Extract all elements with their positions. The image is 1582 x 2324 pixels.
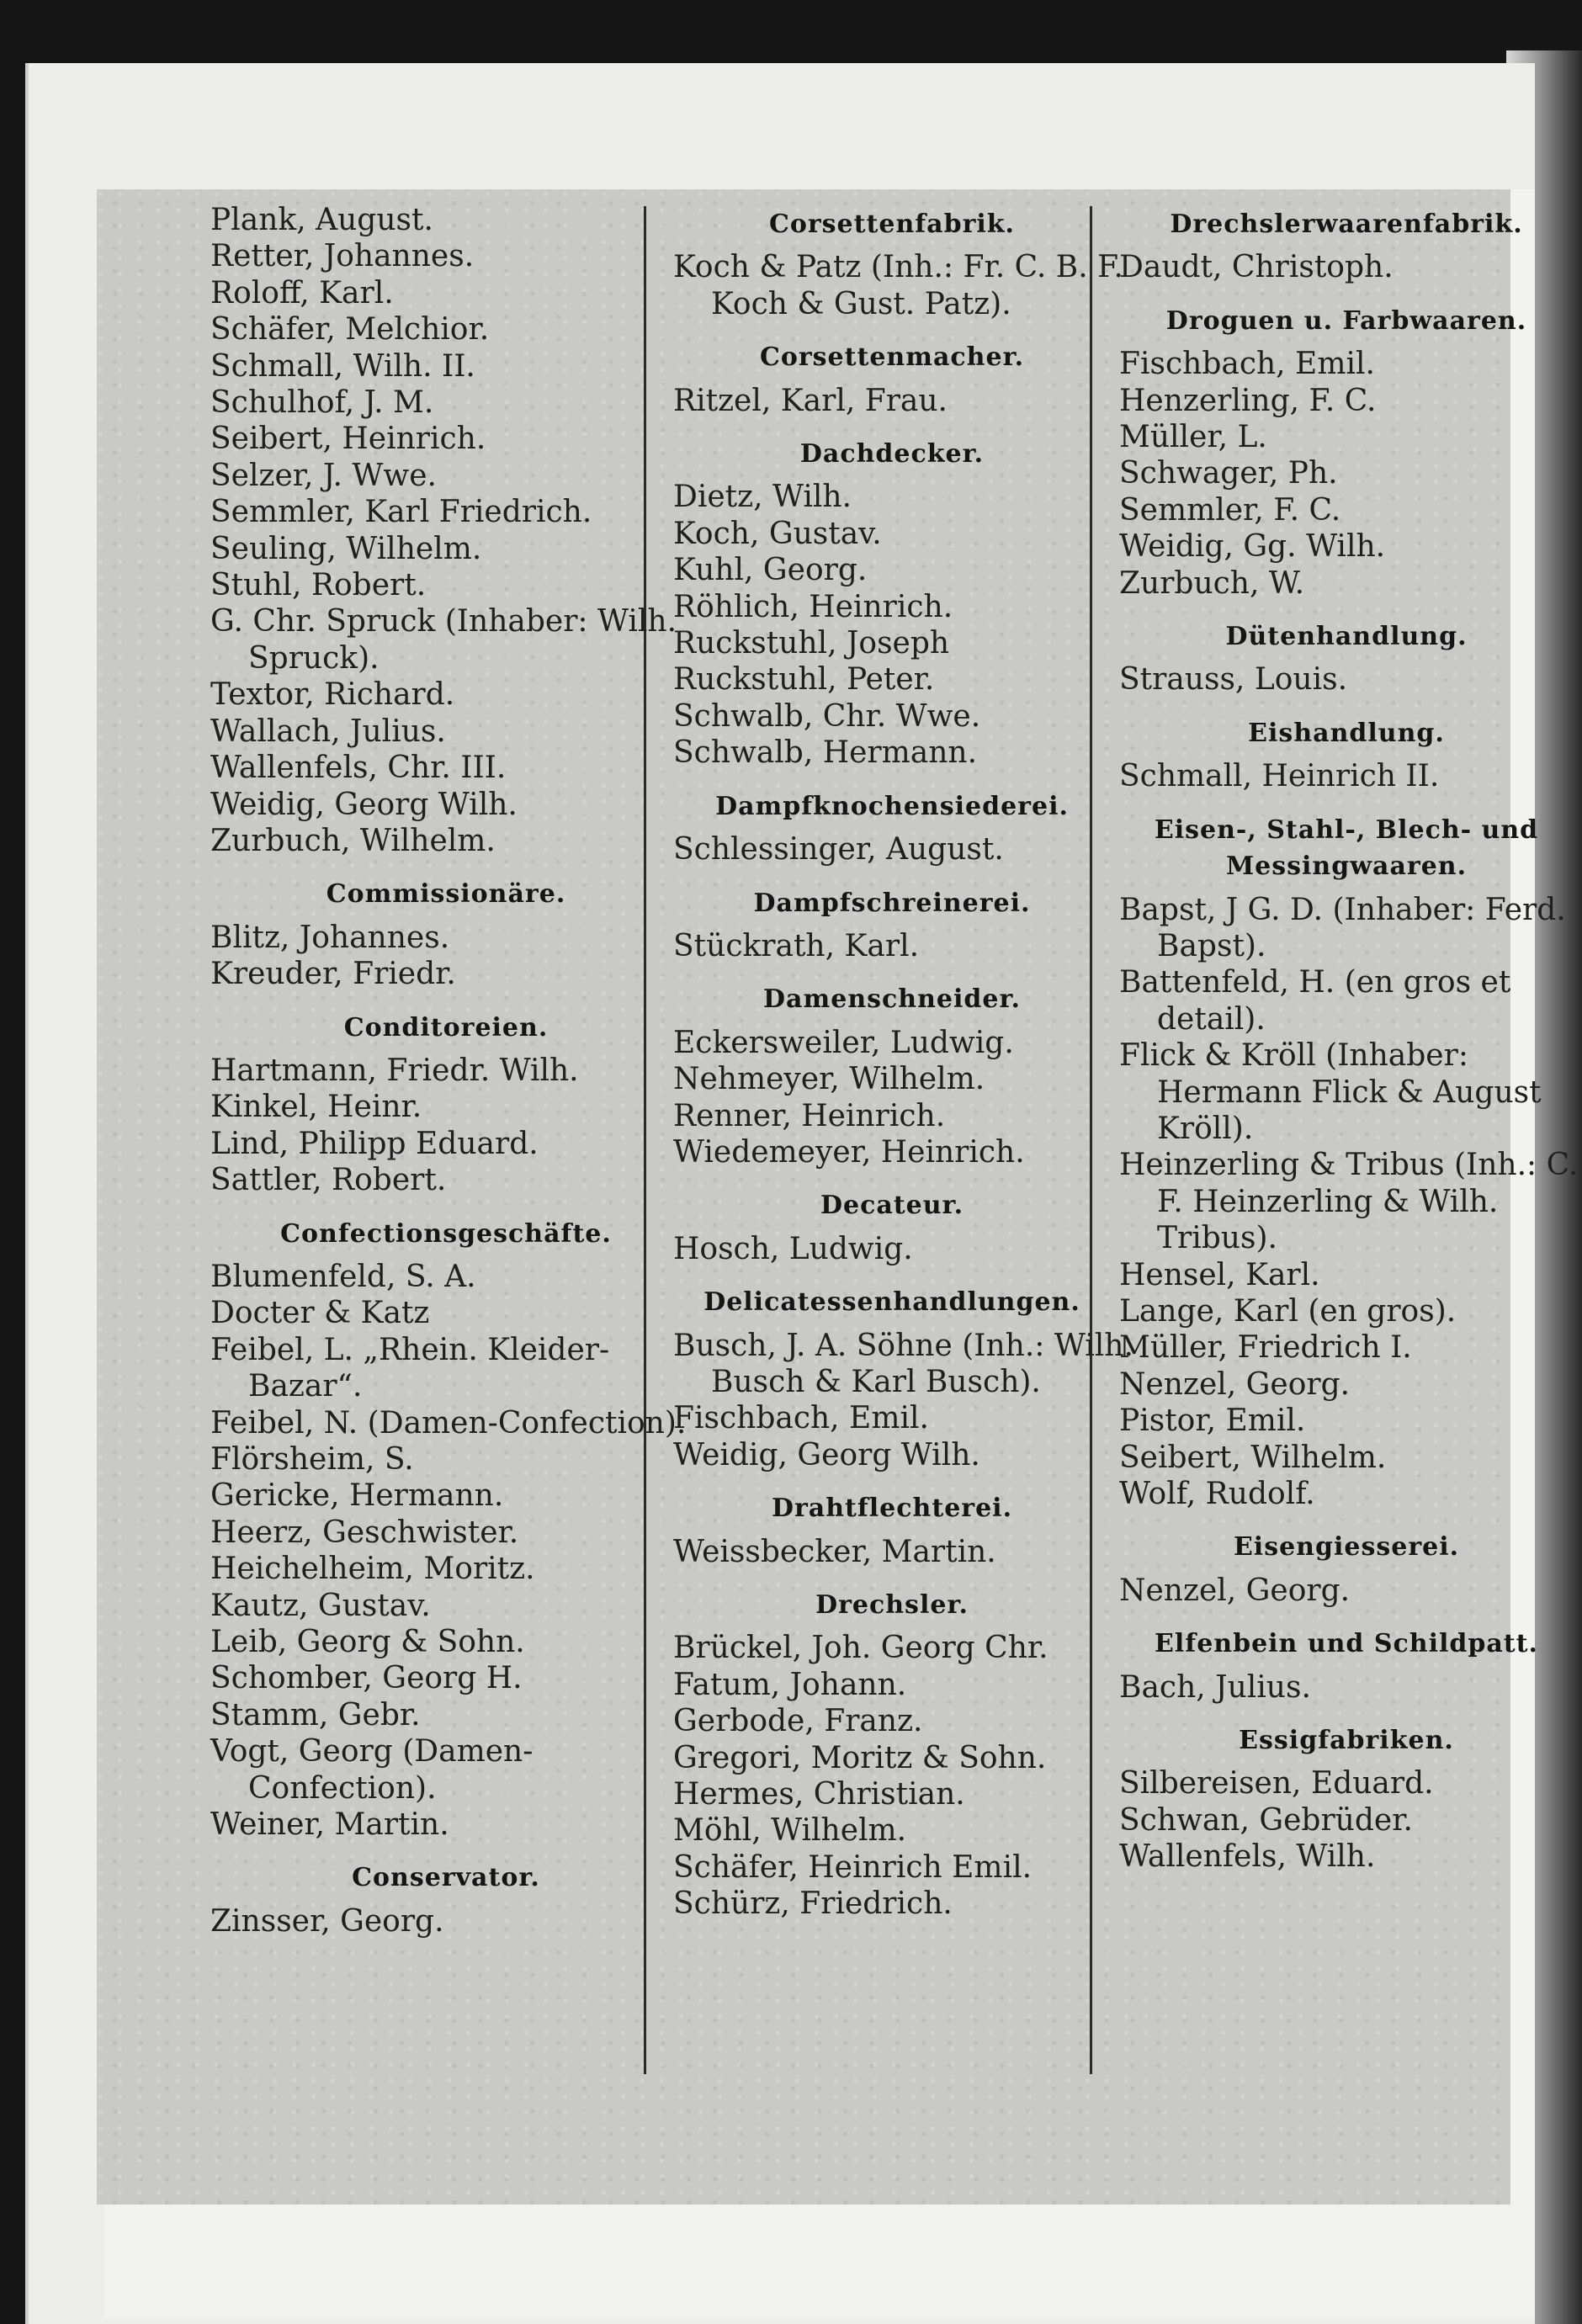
section-heading: Decateur. xyxy=(820,1191,964,1221)
directory-entry: Weissbecker, Martin. xyxy=(673,1534,996,1569)
directory-entry: Heichelheim, Moritz. xyxy=(210,1552,535,1587)
section-heading: Essigfabriken. xyxy=(1239,1726,1454,1756)
directory-column-1 xyxy=(194,202,698,1939)
section-heading: Corsettenmacher. xyxy=(759,342,1025,373)
directory-entry: Heinzerling & Tribus (Inh.: C. F. Heinzerling & Wilh. Tribus). xyxy=(1119,1148,1579,1256)
directory-entry: Plank, August. xyxy=(210,203,433,237)
directory-entry: Schwager, Ph. xyxy=(1119,456,1338,491)
directory-entry: Schmall, Wilh. II. xyxy=(210,348,475,384)
section-heading: Corsettenfabrik. xyxy=(768,210,1016,239)
directory-entry: Gericke, Hermann. xyxy=(210,1478,504,1514)
directory-entry: Wolf, Rudolf. xyxy=(1119,1477,1315,1511)
directory-entry: Vogt, Georg (Damen-Confection). xyxy=(210,1734,534,1806)
directory-entry: Müller, Friedrich I. xyxy=(1119,1330,1412,1366)
section-heading: Drahtflechterei. xyxy=(771,1494,1013,1524)
directory-entry: Schwalb, Hermann. xyxy=(673,735,978,771)
directory-entry: Lind, Philipp Eduard. xyxy=(210,1126,539,1161)
directory-page xyxy=(97,189,1579,2205)
directory-entry: Roloff, Karl. xyxy=(210,275,394,310)
section-heading: Eisen-, Stahl-, Blech- und Messingwaaren. xyxy=(1154,814,1539,882)
directory-entry: Fatum, Johann. xyxy=(673,1667,907,1702)
section-heading: Commissionäre. xyxy=(326,879,566,910)
directory-entry: Koch, Gustav. xyxy=(673,516,882,551)
directory-entry: Brückel, Joh. Georg Chr. xyxy=(673,1631,1048,1666)
directory-entry: Blitz, Johannes. xyxy=(210,920,450,955)
section-heading: Elfenbein und Schildpatt. xyxy=(1155,1629,1538,1659)
directory-entry: Lange, Karl (en gros). xyxy=(1119,1293,1457,1329)
directory-entry: Semmler, F. C. xyxy=(1119,492,1341,528)
directory-entry: Nehmeyer, Wilhelm. xyxy=(673,1062,985,1097)
directory-entry: Röhlich, Heinrich. xyxy=(673,589,953,624)
directory-entry: Hensel, Karl. xyxy=(1119,1257,1320,1292)
directory-entry: Seibert, Wilhelm. xyxy=(1119,1440,1387,1475)
directory-entry: Nenzel, Georg. xyxy=(1119,1573,1351,1608)
directory-entry: Stamm, Gebr. xyxy=(210,1697,421,1732)
directory-entry: Feibel, N. (Damen-Confection). xyxy=(210,1405,687,1441)
directory-entry: Wallenfels, Wilh. xyxy=(1119,1839,1376,1875)
directory-entry: Kinkel, Heinr. xyxy=(210,1090,422,1125)
directory-entry: Pistor, Emil. xyxy=(1119,1403,1306,1439)
directory-entry: Koch & Patz (Inh.: Fr. C. B. F. Koch & Gust. Patz). xyxy=(673,250,1123,321)
directory-entry: Fischbach, Emil. xyxy=(1119,347,1375,382)
directory-entry: Ruckstuhl, Joseph xyxy=(673,626,950,661)
section-heading: Delicatessenhandlungen. xyxy=(703,1287,1080,1318)
directory-entry: Stückrath, Karl. xyxy=(673,928,920,963)
directory-entry: Docter & Katz xyxy=(210,1296,430,1331)
section-heading: Eisengiesserei. xyxy=(1233,1532,1460,1563)
directory-entry: Fischbach, Emil. xyxy=(673,1401,929,1436)
directory-column-3 xyxy=(1094,202,1582,1876)
section-heading: Dütenhandlung. xyxy=(1225,622,1468,652)
directory-entry: Weiner, Martin. xyxy=(210,1807,449,1843)
directory-entry: Hermes, Christian. xyxy=(673,1777,965,1812)
directory-entry: Schwalb, Chr. Wwe. xyxy=(673,698,981,734)
directory-entry: Daudt, Christoph. xyxy=(1119,250,1394,285)
directory-entry: Sattler, Robert. xyxy=(210,1163,447,1198)
section-heading: Conservator. xyxy=(352,1863,540,1893)
section-heading: Drechsler. xyxy=(815,1590,969,1620)
directory-entry: Bapst, J G. D. (Inhaber: Ferd. Bapst). xyxy=(1119,892,1566,963)
directory-entry: Flick & Kröll (Inhaber: Hermann Flick & August Kröll). xyxy=(1119,1038,1542,1146)
directory-entry: Silbereisen, Eduard. xyxy=(1119,1766,1434,1801)
directory-entry: Hartmann, Friedr. Wilh. xyxy=(210,1053,579,1088)
directory-entry: Strauss, Louis. xyxy=(1119,662,1348,698)
directory-entry: Flörsheim, S. xyxy=(210,1442,414,1477)
directory-entry: Heerz, Geschwister. xyxy=(210,1515,519,1550)
directory-entry: Eckersweiler, Ludwig. xyxy=(673,1025,1014,1060)
directory-entry: Zinsser, Georg. xyxy=(210,1903,444,1939)
directory-entry: Gregori, Moritz & Sohn. xyxy=(673,1740,1047,1775)
section-heading: Dampfknochensiederei. xyxy=(715,791,1069,821)
directory-entry: Zurbuch, W. xyxy=(1119,565,1305,601)
directory-entry: Kreuder, Friedr. xyxy=(210,957,456,992)
directory-entry: Battenfeld, H. (en gros et detail). xyxy=(1119,965,1511,1037)
directory-entry: Henzerling, F. C. xyxy=(1119,383,1377,418)
directory-entry: Möhl, Wilhelm. xyxy=(673,1813,907,1849)
directory-entry: Kautz, Gustav. xyxy=(210,1588,431,1623)
section-heading: Eishandlung. xyxy=(1248,718,1445,748)
directory-entry: Feibel, L. „Rhein. Kleider-Bazar“. xyxy=(210,1332,610,1404)
directory-entry: Wallach, Julius. xyxy=(210,714,446,749)
section-heading: Drechslerwaarenfabrik. xyxy=(1170,210,1523,239)
directory-entry: Retter, Johannes. xyxy=(210,239,475,274)
section-heading: Droguen u. Farbwaaren. xyxy=(1165,305,1527,336)
directory-entry: Seibert, Heinrich. xyxy=(210,422,486,457)
directory-entry: Renner, Heinrich. xyxy=(673,1098,946,1133)
directory-entry: Leib, Georg & Sohn. xyxy=(210,1625,525,1660)
directory-entry: Hosch, Ludwig. xyxy=(673,1231,913,1266)
section-heading: Dampfschreinerei. xyxy=(753,888,1031,918)
directory-entry: Schomber, Georg H. xyxy=(210,1661,523,1696)
directory-entry: Schmall, Heinrich II. xyxy=(1119,759,1440,794)
directory-entry: Nenzel, Georg. xyxy=(1119,1366,1351,1402)
directory-entry: Blumenfeld, S. A. xyxy=(210,1259,476,1294)
directory-entry: Schürz, Friedrich. xyxy=(673,1886,953,1922)
directory-entry: Schwan, Gebrüder. xyxy=(1119,1802,1413,1838)
directory-entry: Dietz, Wilh. xyxy=(673,480,852,515)
directory-entry: Zurbuch, Wilhelm. xyxy=(210,823,496,858)
section-heading: Damenschneider. xyxy=(763,984,1021,1015)
directory-entry: Gerbode, Franz. xyxy=(673,1704,923,1739)
directory-entry: Seuling, Wilhelm. xyxy=(210,531,482,566)
directory-entry: Schäfer, Melchior. xyxy=(210,312,490,348)
directory-entry: Textor, Richard. xyxy=(210,677,455,713)
directory-entry: Kuhl, Georg. xyxy=(673,553,868,588)
directory-entry: G. Chr. Spruck (Inhaber: Wilh. Spruck). xyxy=(210,604,677,676)
directory-entry: Weidig, Georg Wilh. xyxy=(673,1437,980,1472)
directory-entry: Ritzel, Karl, Frau. xyxy=(673,383,948,418)
directory-entry: Busch, J. A. Söhne (Inh.: Wilh. Busch & Karl Busch). xyxy=(673,1328,1133,1399)
directory-entry: Semmler, Karl Friedrich. xyxy=(210,495,592,530)
section-heading: Conditoreien. xyxy=(343,1012,549,1043)
section-heading: Dachdecker. xyxy=(799,439,985,470)
directory-entry: Bach, Julius. xyxy=(1119,1669,1311,1705)
section-heading: Confectionsgeschäfte. xyxy=(280,1218,612,1249)
directory-entry: Stuhl, Robert. xyxy=(210,568,427,603)
directory-entry: Schäfer, Heinrich Emil. xyxy=(673,1849,1033,1885)
directory-column-2 xyxy=(648,202,1136,1923)
directory-entry: Ruckstuhl, Peter. xyxy=(673,662,935,698)
directory-entry: Wallenfels, Chr. III. xyxy=(210,751,507,786)
directory-entry: Selzer, J. Wwe. xyxy=(210,458,437,493)
directory-entry: Schlessinger, August. xyxy=(673,832,1004,868)
directory-entry: Weidig, Georg Wilh. xyxy=(210,787,518,822)
directory-entry: Wiedemeyer, Heinrich. xyxy=(673,1134,1025,1170)
directory-entry: Müller, L. xyxy=(1119,420,1267,455)
directory-entry: Schulhof, J. M. xyxy=(210,385,434,421)
directory-entry: Weidig, Gg. Wilh. xyxy=(1119,529,1386,565)
